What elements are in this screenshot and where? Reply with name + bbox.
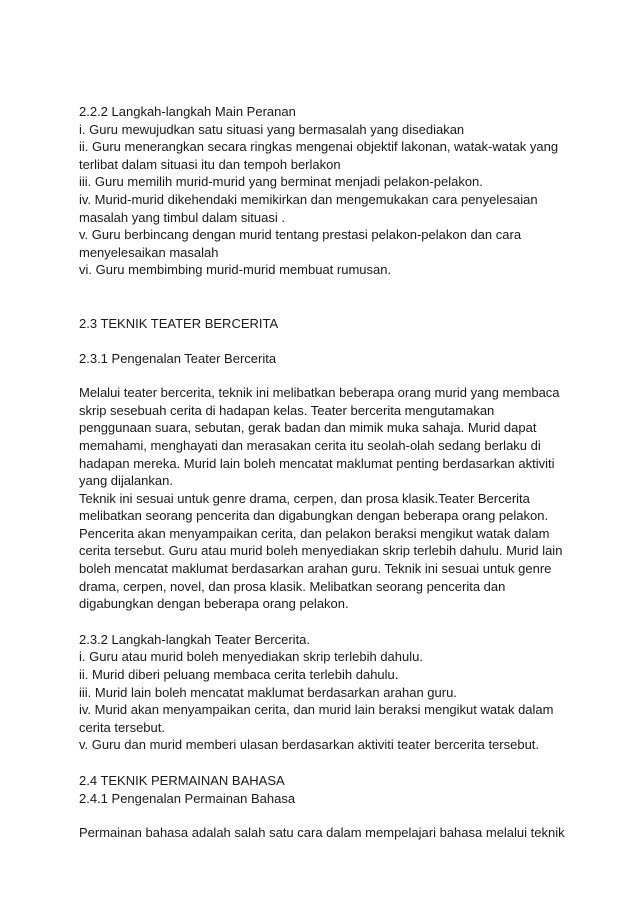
paragraph-line: yang dijalankan. <box>79 473 173 489</box>
section-2-3-1 <box>79 350 569 613</box>
paragraph-line: v. Guru berbincang dengan murid tentang prestasi pelakon-pelakon dan cara <box>79 227 522 243</box>
paragraph-line: v. Guru dan murid memberi ulasan berdasarkan aktiviti teater bercerita tersebut. <box>79 737 540 753</box>
section-heading-2-4: 2.4 TEKNIK PERMAINAN BAHASA <box>79 773 285 788</box>
section-2-2-2 <box>79 103 569 279</box>
section-heading: 2.4.1 Pengenalan Permainan Bahasa <box>79 790 296 806</box>
paragraph-line: boleh mencatat maklumat berdasarkan arahan guru. Teknik ini sesuai untuk genre <box>79 561 552 577</box>
paragraph-line: digabungkan dengan beberapa orang pelakon. <box>79 596 349 612</box>
paragraph-line: iii. Guru memilih murid-murid yang berminat menjadi pelakon-pelakon. <box>79 174 483 190</box>
section-heading: 2.3.1 Pengenalan Teater Bercerita <box>79 350 277 366</box>
paragraph-line: iii. Murid lain boleh mencatat maklumat berdasarkan arahan guru. <box>79 684 457 700</box>
section-heading: 2.2.2 Langkah-langkah Main Peranan <box>79 104 296 119</box>
paragraph-line: hadapan mereka. Murid lain boleh mencatat maklumat penting berdasarkan aktiviti <box>79 455 555 471</box>
paragraph-line: terlibat dalam situasi itu dan tempoh berlakon <box>79 156 341 172</box>
paragraph-line: iv. Murid-murid dikehendaki memikirkan dan mengemukakan cara penyelesaian <box>79 191 538 207</box>
paragraph-line: i. Guru mewujudkan satu situasi yang bermasalah yang disediakan <box>79 121 465 137</box>
paragraph-line: ii. Murid diberi peluang membaca cerita terlebih dahulu. <box>79 667 399 683</box>
paragraph-line: skrip sesebuah cerita di hadapan kelas. Teater bercerita mengutamakan <box>79 402 495 418</box>
section-2-3-2 <box>79 631 569 754</box>
document-page <box>79 103 569 842</box>
paragraph-line: cerita tersebut. <box>79 719 165 735</box>
paragraph-line: i. Guru atau murid boleh menyediakan skrip terlebih dahulu. <box>79 649 423 665</box>
paragraph-line: masalah yang timbul dalam situasi . <box>79 209 285 225</box>
paragraph-line: melibatkan seorang pencerita dan digabungkan dengan beberapa orang pelakon. <box>79 508 549 524</box>
paragraph-line: cerita tersebut. Guru atau murid boleh menyediakan skrip terlebih dahulu. Murid lain <box>79 543 563 559</box>
section-2-4-1 <box>79 790 569 842</box>
section-heading: 2.3.2 Langkah-langkah Teater Bercerita. <box>79 631 311 647</box>
paragraph-line: penggunaan suara, sebutan, gerak badan dan mimik muka sahaja. Murid dapat <box>79 420 537 436</box>
paragraph-line: menyelesaikan masalah <box>79 244 219 260</box>
section-heading-2-3: 2.3 TEKNIK TEATER BERCERITA <box>79 315 279 331</box>
paragraph-line: Teknik ini sesuai untuk genre drama, cerpen, dan prosa klasik.Teater Bercerita <box>79 490 530 506</box>
paragraph-line: ii. Guru menerangkan secara ringkas mengenai objektif lakonan, watak-watak yang <box>79 139 559 155</box>
paragraph-line: vi. Guru membimbing murid-murid membuat rumusan. <box>79 262 392 278</box>
paragraph-line: Melalui teater bercerita, teknik ini melibatkan beberapa orang murid yang membaca <box>79 385 560 401</box>
paragraph-line: memahami, menghayati dan merasakan cerita itu seolah-olah sedang berlaku di <box>79 437 541 453</box>
paragraph-line: Permainan bahasa adalah salah satu cara dalam mempelajari bahasa melalui teknik <box>79 825 565 841</box>
paragraph-line: drama, cerpen, novel, dan prosa klasik. Melibatkan seorang pencerita dan <box>79 578 506 594</box>
paragraph-line: iv. Murid akan menyampaikan cerita, dan murid lain beraksi mengikut watak dalam <box>79 702 554 718</box>
paragraph-line: Pencerita akan menyampaikan cerita, dan pelakon beraksi mengikut watak dalam <box>79 525 550 541</box>
